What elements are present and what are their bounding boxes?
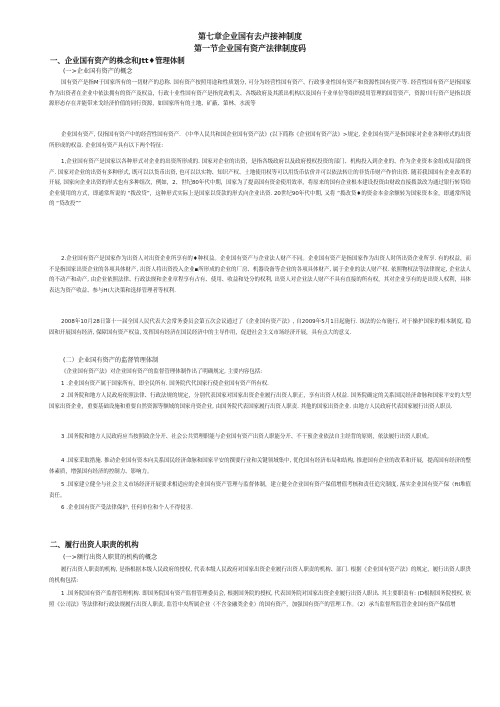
paragraph-8: 2 .国务院和地方人民政府依照法律、行政法规的规定，分别代表国家对国家出资企业履行出资人职正，享有出资人权益. 国务院确定的关系国民经济命脉和国家平安的大型国家出资企业，重要基础设施和重要自然资源等额域的国家舟资企业, 由国务院代表国家履行出资人职责. 其他的国家出资企业. 由地方人民政府代表国家履行出资人职员.	[49, 393, 471, 410]
subheading-concept: (一>企业国有资产的概念	[63, 68, 133, 75]
paragraph-10: 4 .国家采取措施. 推动企业国有资本向关系国民经济命脉和国家平安的撰要行业和关键领域集中, 优化国有经济布局和结构, 推进国有企业的改革和开展，提高国有经济的整体素质，增强国有经济的控制力、影响力。	[49, 458, 471, 475]
section-title: 第一节企业国有资产法律制度码	[194, 44, 306, 53]
paragraph-7: 1 .企业国有资产属于国家所有，即全民所有. 国务院代代国家行使企业国有资产所有权.	[61, 381, 269, 387]
paragraph-1: 国有资产是指M于国家所有的一切财产的总称. 国有资产按照用途和性质划分, 可分为经营性国有资产、行政事业性国有资产和资源性国有资产等. 经营性国有资产是指国家作为出资者在企业中依法拥有的资产及权益，行政十业性国有资产是指党政机关、各级政府及其派出机构以及国有千业单位等组织使用管理的国管资产，资源!川行资产是指以资源形态存在并能带来戈经济价值的同行资源，如国家所有的土地、矿蔽、第林、水流等	[49, 80, 471, 108]
subheading-supervision: (二）企业国有资产的监督管理体制	[63, 357, 159, 364]
paragraph-11: 5 .国家建立健全与社会主义市场经济开展要求相适应的企业国有资产管理与监督体制，建立健全企业国有资产保值增值考核和责任追究制度, 落实企业国有资产保（ftl堆值责任。	[49, 482, 471, 499]
paragraph-4: 2.企业国有资产是国家作为出资人对出资企业所享有的♦种权益。企业国有资产与企业法人财产不同。企业国有资产是指国家作为出资人时所出资企业所享. 有的权益，而不是指国家出资企业的各项具体财产, 出资人将出资投入企业▪所形成的企业的厂房、机器设备等企业的各项具体财产, 属于企业的法人财产权. 依照物权法等法律规定, 企业法人的不动产和动产, 由企业依照法律、行政法规和企业章程享有占有、使用、收益和处分的权利, 出资人对企业法人财产不具有直接的所有权，其对企业享有的是出资人权利，具体表达为资产收益、参与Hi大决策和选择管理者等权利.	[49, 256, 471, 294]
paragraph-6: 《企业国有资产法》对企业国有资产的监督管理体制作出了明确规定, 主要内容包括:	[61, 369, 263, 375]
subheading-institution: (一>额行出资人职贯的机构的概念	[63, 554, 158, 561]
paragraph-2: 企业国有资产, 仅指国有资产中的经营性国有资产. 《中华人民共和国企业国有资产法》(以下简称《企业国有资产法》>规定, 企业国有资产是指国家对企业各种形式的出资所形成的权益. 企业国有资产具有以下两个特征:	[49, 132, 471, 149]
paragraph-5: 2008年10月28日第十一届全国人民代表大会常务委员会第五次会议通过了《企业国有资产法》, 自2009年5月1日起施行. 该法的公布施行, 对于操护国家的根本制度, 稳固和开展国有经济, 保障国有资产权益, 发挥国有经济在国民经济中的主导作用，促进社会主义市场经济开展，具有点大的意义.	[49, 319, 471, 336]
paragraph-13: 履行出资人职责的机构, 是指根据本级人民政府的授权, 代表本级人民政府对国家出资企业履行出资人职责的机构、部门. 根据《企业国有资产法》的规定，履行出资人职贵的机构包括:	[49, 567, 471, 584]
paragraph-9: 3 .国务院和地方人民政府应当按照政企分开、社会公共贸理职能与企业国有资产出资人职能分开、不干预企业依法自主经背的原则，依法履行出资人职成。	[61, 434, 433, 440]
paragraph-14: 1 .国务院国有资产监督管理机构. 即国务院国有资产监督管理委员会, 根据国务院的授权, 代表国务院对国家出资企业履行出资人职出. 其主要职责有: (D根据国务院授权, 依照《公司法》等法律和行政法规履行出资人职责, 监管中央所属企业（不含金融类企业）的国有资产，加强国有资产的管理工作。（2）承当监督所监管企业国有资产保值增	[49, 591, 471, 608]
paragraph-12: 6 .企业国有资产受法律保护, 任何单位和个人不得侵害.	[61, 505, 193, 511]
heading-1: 一、企业国有资产的株念和Jtt♦管理体制	[50, 56, 185, 65]
heading-2: 二、履行出资人职责的机构	[50, 540, 139, 549]
chapter-title: 第七章企业国有去卢接神制度	[198, 32, 302, 41]
paragraph-3: 1,企业国有资产是国家以各种形式对企业的出资所形成的. 国家对企业的出资，是指各级政府以及政府授权投资的部门、机构投入到企业的、作为企业资本金组成局部的资产. 国家对企业的出资有多种形式, 既可以以货币出资, 也可以以实物、知识产权、土地使用权等可以用货币估价并可以依法转让的非货币财产作价出资. 随若我国国有企业改革的开展, 国家向企业出资的形式也有多种组次，例如，2、世纪80年代中期，国家为了提高国有资金使用效率，将原来的国有企业根本建设投资由财政直接拨款改为通过银行转贷给企业使用的方式，即通常所说的 “拨改贷”，这种形式实际上是国家以贷款的形式向企业出资. 20世纪90年代中期, 又将 “拨改贷♦的资金本金余额转为国家资本金，即通常所说的 “贷改投””	[49, 159, 471, 208]
